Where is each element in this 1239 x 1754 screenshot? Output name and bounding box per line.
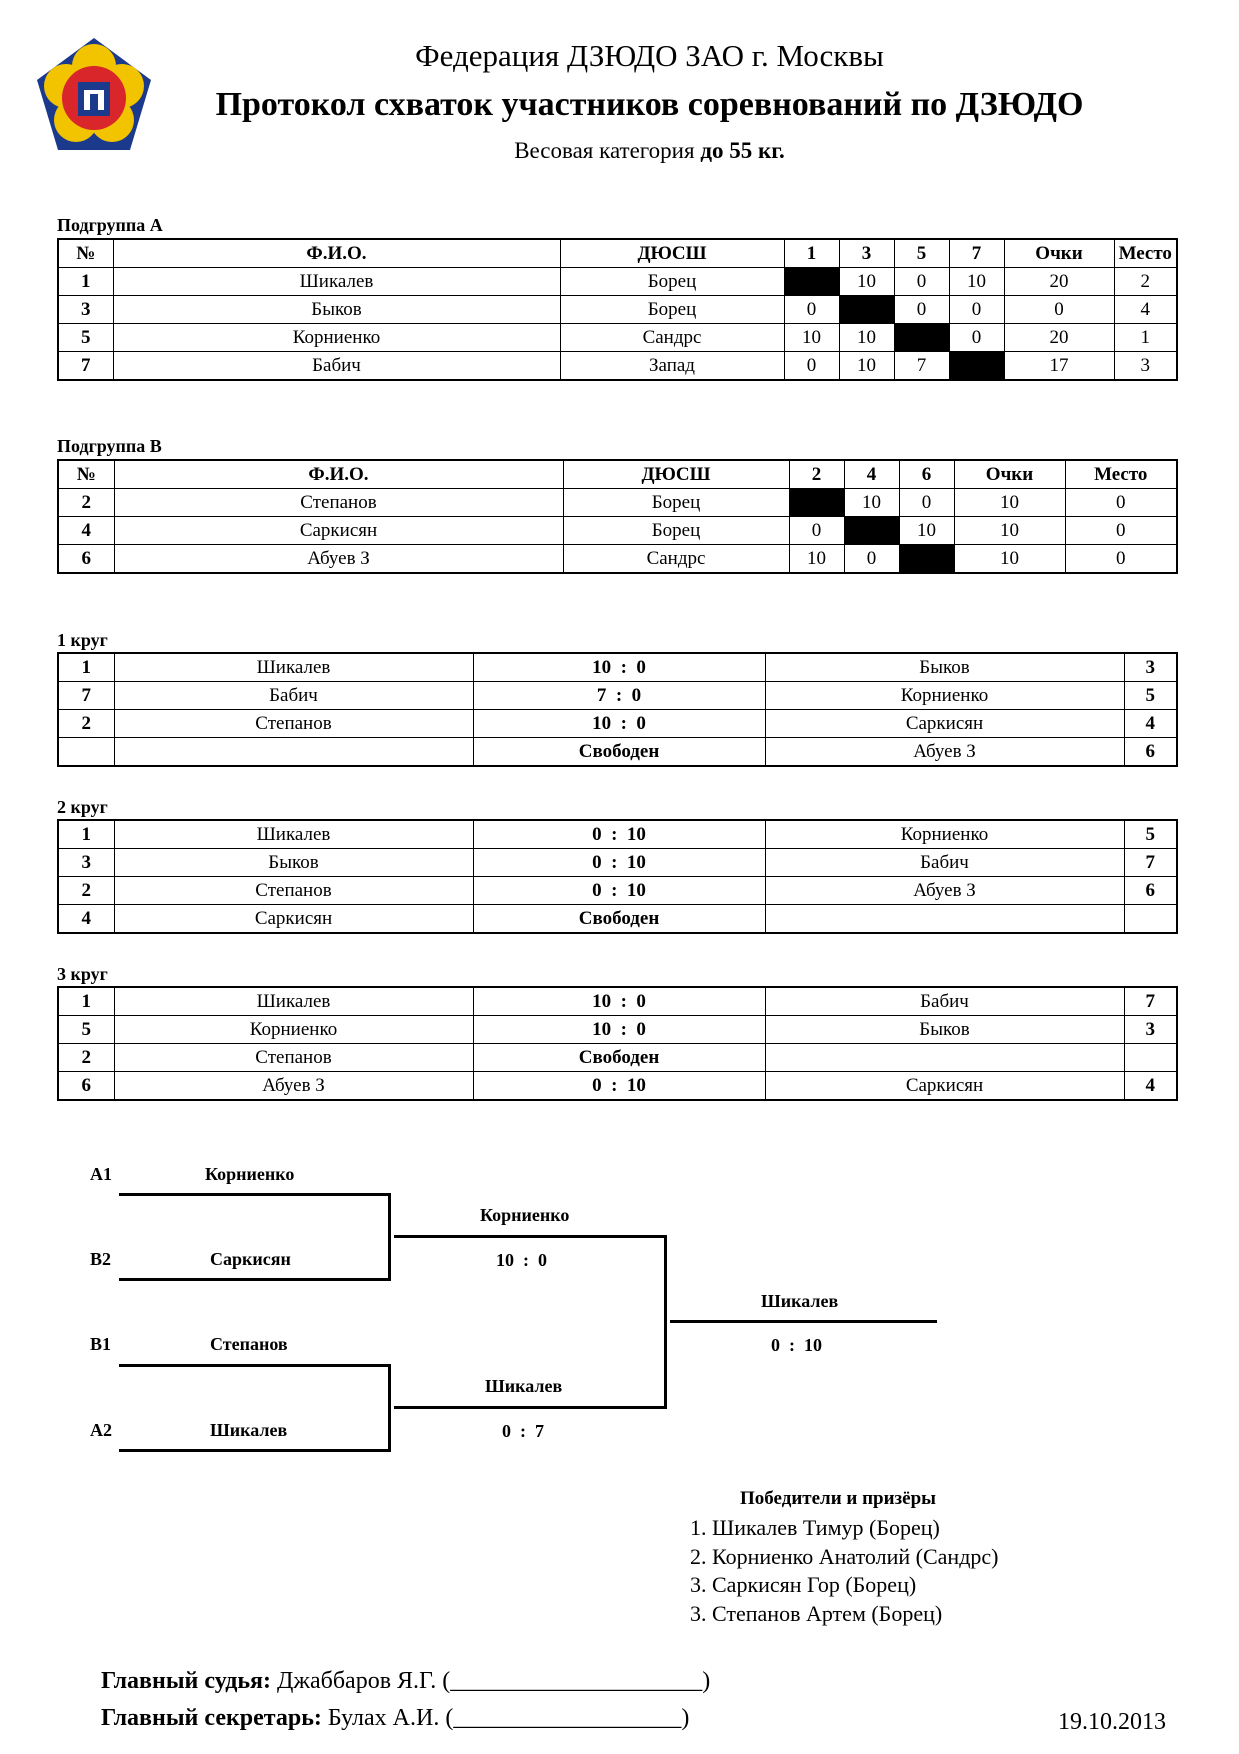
table-cell: Сандрс [560, 324, 784, 352]
match-cell: 6 [1124, 877, 1177, 905]
table-cell: 10 [954, 545, 1065, 574]
match-row [58, 710, 1177, 738]
column-header: 6 [899, 460, 954, 489]
match-cell: Абуев З [765, 877, 1124, 905]
match-row [58, 1044, 1177, 1072]
match-cell: Свободен [473, 905, 765, 934]
match-cell: Степанов [114, 1044, 473, 1072]
table-cell: 0 [899, 489, 954, 517]
match-cell [114, 738, 473, 767]
table-cell: 1 [58, 268, 113, 296]
match-cell: Саркисян [765, 1072, 1124, 1101]
column-header: Место [1114, 239, 1177, 268]
round-1-table [57, 652, 1178, 767]
table-cell: Корниенко [113, 324, 560, 352]
column-header: ДЮСШ [560, 239, 784, 268]
match-cell: 5 [58, 1016, 114, 1044]
table-cell: 7 [58, 352, 113, 381]
match-cell: Шикалев [114, 987, 473, 1016]
semifinal-2-score: 0 : 7 [502, 1421, 544, 1441]
match-cell: Степанов [114, 877, 473, 905]
match-cell: Абуев З [765, 738, 1124, 767]
table-cell: 2 [58, 489, 114, 517]
table-row [58, 296, 1177, 324]
match-cell: Степанов [114, 710, 473, 738]
match-cell: Шикалев [114, 653, 473, 682]
table-cell: Шикалев [113, 268, 560, 296]
table-cell: Борец [563, 517, 789, 545]
table-cell: 3 [58, 296, 113, 324]
match-cell: 6 [58, 1072, 114, 1101]
match-cell: 1 [58, 820, 114, 849]
match-cell [1124, 905, 1177, 934]
match-cell: Бабич [765, 987, 1124, 1016]
round-1-label: 1 круг [57, 630, 108, 650]
table-cell: 0 [844, 545, 899, 574]
match-cell: 7 [58, 682, 114, 710]
match-cell: Свободен [473, 1044, 765, 1072]
round-3-table [57, 986, 1178, 1101]
table-row [58, 268, 1177, 296]
table-cell: 0 [789, 517, 844, 545]
match-cell: Свободен [473, 738, 765, 767]
self-cell [844, 517, 899, 545]
match-cell: 5 [1124, 682, 1177, 710]
protocol-date: 19.10.2013 [1058, 1709, 1166, 1735]
table-cell: 10 [839, 352, 894, 381]
match-cell: 2 [58, 1044, 114, 1072]
column-header: Ф.И.О. [114, 460, 563, 489]
match-cell: Саркисян [765, 710, 1124, 738]
table-cell: 3 [1114, 352, 1177, 381]
match-cell: Бабич [114, 682, 473, 710]
self-cell [949, 352, 1004, 381]
table-cell: 2 [1114, 268, 1177, 296]
match-row [58, 849, 1177, 877]
table-cell: 20 [1004, 324, 1114, 352]
self-cell [894, 324, 949, 352]
match-row [58, 738, 1177, 767]
table-cell: 10 [839, 324, 894, 352]
column-header: 5 [894, 239, 949, 268]
match-cell: 5 [1124, 820, 1177, 849]
column-header: Очки [1004, 239, 1114, 268]
group-a-table [57, 238, 1178, 381]
header-row [58, 460, 1177, 489]
match-row [58, 1072, 1177, 1101]
table-cell: 10 [839, 268, 894, 296]
table-cell: Борец [560, 268, 784, 296]
semifinal-1-winner: Корниенко [480, 1205, 570, 1225]
table-row [58, 545, 1177, 574]
match-cell: 2 [58, 877, 114, 905]
column-header: Ф.И.О. [113, 239, 560, 268]
match-cell: Корниенко [765, 820, 1124, 849]
column-header: № [58, 239, 113, 268]
winner-item: 3. Степанов Артем (Борец) [690, 1601, 943, 1626]
match-cell [765, 905, 1124, 934]
match-row [58, 987, 1177, 1016]
chief-judge: Главный судья: Джаббаров Я.Г. (_____________________) [101, 1668, 711, 1694]
match-row [58, 682, 1177, 710]
table-cell: 7 [894, 352, 949, 381]
match-cell: Абуев З [114, 1072, 473, 1101]
column-header: 2 [789, 460, 844, 489]
final-score: 0 : 10 [771, 1335, 822, 1355]
table-cell: 0 [1004, 296, 1114, 324]
match-cell [765, 1044, 1124, 1072]
match-cell: 10 : 0 [473, 987, 765, 1016]
match-cell: 3 [58, 849, 114, 877]
winner-item: 2. Корниенко Анатолий (Сандрс) [690, 1544, 999, 1569]
table-cell: Степанов [114, 489, 563, 517]
table-cell: Абуев З [114, 545, 563, 574]
match-cell: 3 [1124, 653, 1177, 682]
header-row [58, 239, 1177, 268]
table-cell: 10 [789, 545, 844, 574]
table-cell: Сандрс [563, 545, 789, 574]
match-cell: Быков [114, 849, 473, 877]
match-cell: 3 [1124, 1016, 1177, 1044]
self-cell [784, 268, 839, 296]
match-row [58, 820, 1177, 849]
column-header: Место [1065, 460, 1177, 489]
match-cell: Шикалев [114, 820, 473, 849]
table-cell: 17 [1004, 352, 1114, 381]
table-cell: Быков [113, 296, 560, 324]
table-cell: 10 [784, 324, 839, 352]
column-header: № [58, 460, 114, 489]
bracket-name-a2: Шикалев [210, 1420, 288, 1440]
match-cell: 7 : 0 [473, 682, 765, 710]
match-row [58, 877, 1177, 905]
match-row [58, 905, 1177, 934]
final-winner: Шикалев [761, 1291, 839, 1311]
bracket-seed-b1: В1 [90, 1334, 112, 1354]
round-3-label: 3 круг [57, 964, 108, 984]
self-cell [839, 296, 894, 324]
match-cell: 0 : 10 [473, 820, 765, 849]
table-cell: Борец [563, 489, 789, 517]
match-cell: Саркисян [114, 905, 473, 934]
table-row [58, 517, 1177, 545]
table-cell: 0 [1065, 545, 1177, 574]
table-cell: 10 [899, 517, 954, 545]
bracket-seed-b2: В2 [90, 1249, 112, 1269]
column-header: ДЮСШ [563, 460, 789, 489]
match-cell: Бабич [765, 849, 1124, 877]
table-cell: 0 [949, 324, 1004, 352]
table-cell: 0 [784, 296, 839, 324]
table-cell: 0 [894, 268, 949, 296]
column-header: 7 [949, 239, 1004, 268]
match-cell [58, 738, 114, 767]
match-cell: Быков [765, 653, 1124, 682]
table-row [58, 352, 1177, 381]
table-cell: 20 [1004, 268, 1114, 296]
match-cell: 7 [1124, 849, 1177, 877]
match-cell: 6 [1124, 738, 1177, 767]
match-cell: 0 : 10 [473, 877, 765, 905]
match-cell: 10 : 0 [473, 1016, 765, 1044]
round-2-label: 2 круг [57, 797, 108, 817]
table-cell: Бабич [113, 352, 560, 381]
match-cell: 1 [58, 653, 114, 682]
match-cell: 4 [1124, 1072, 1177, 1101]
match-row [58, 1016, 1177, 1044]
winner-item: 1. Шикалев Тимур (Борец) [690, 1515, 940, 1540]
column-header: 1 [784, 239, 839, 268]
table-row [58, 489, 1177, 517]
table-cell: 10 [949, 268, 1004, 296]
match-cell: 1 [58, 987, 114, 1016]
match-cell: 0 : 10 [473, 1072, 765, 1101]
chief-secretary: Главный секретарь: Булах А.И. (___________________) [101, 1705, 690, 1731]
match-cell: 10 : 0 [473, 653, 765, 682]
table-cell: 0 [1065, 517, 1177, 545]
match-cell: 2 [58, 710, 114, 738]
table-cell: 0 [1065, 489, 1177, 517]
table-row [58, 324, 1177, 352]
match-cell: 0 : 10 [473, 849, 765, 877]
match-row [58, 653, 1177, 682]
bracket-name-b2: Саркисян [210, 1249, 291, 1269]
bracket-name-a1: Корниенко [205, 1164, 295, 1184]
group-b-table [57, 459, 1178, 574]
group-b-label: Подгруппа В [57, 436, 162, 456]
match-cell: 10 : 0 [473, 710, 765, 738]
match-cell: 4 [58, 905, 114, 934]
bracket-seed-a2: А2 [90, 1420, 112, 1440]
semifinal-2-winner: Шикалев [485, 1376, 563, 1396]
round-2-table [57, 819, 1178, 934]
table-cell: 0 [894, 296, 949, 324]
table-cell: 5 [58, 324, 113, 352]
table-cell: Запад [560, 352, 784, 381]
table-cell: 10 [844, 489, 899, 517]
table-cell: 10 [954, 517, 1065, 545]
column-header: 4 [844, 460, 899, 489]
table-cell: Саркисян [114, 517, 563, 545]
match-cell: Корниенко [114, 1016, 473, 1044]
table-cell: 4 [1114, 296, 1177, 324]
federation-name: Федерация ДЗЮДО ЗАО г. Москвы [415, 38, 884, 73]
table-cell: 1 [1114, 324, 1177, 352]
winners-title: Победители и призёры [740, 1488, 937, 1509]
table-cell: Борец [560, 296, 784, 324]
winner-item: 3. Саркисян Гор (Борец) [690, 1572, 917, 1597]
column-header: Очки [954, 460, 1065, 489]
column-header: 3 [839, 239, 894, 268]
match-cell [1124, 1044, 1177, 1072]
bracket-name-b1: Степанов [210, 1334, 288, 1354]
match-cell: Корниенко [765, 682, 1124, 710]
protocol-title: Протокол схваток участников соревнований по ДЗЮДО [215, 86, 1084, 123]
match-cell: 7 [1124, 987, 1177, 1016]
group-a-label: Подгруппа А [57, 215, 163, 235]
table-cell: 0 [784, 352, 839, 381]
weight-category: Весовая категория до 55 кг. [514, 138, 785, 163]
table-cell: 4 [58, 517, 114, 545]
bracket-seed-a1: А1 [90, 1164, 112, 1184]
table-cell: 10 [954, 489, 1065, 517]
table-cell: 0 [949, 296, 1004, 324]
self-cell [789, 489, 844, 517]
match-cell: 4 [1124, 710, 1177, 738]
table-cell: 6 [58, 545, 114, 574]
semifinal-1-score: 10 : 0 [496, 1250, 547, 1270]
self-cell [899, 545, 954, 574]
match-cell: Быков [765, 1016, 1124, 1044]
